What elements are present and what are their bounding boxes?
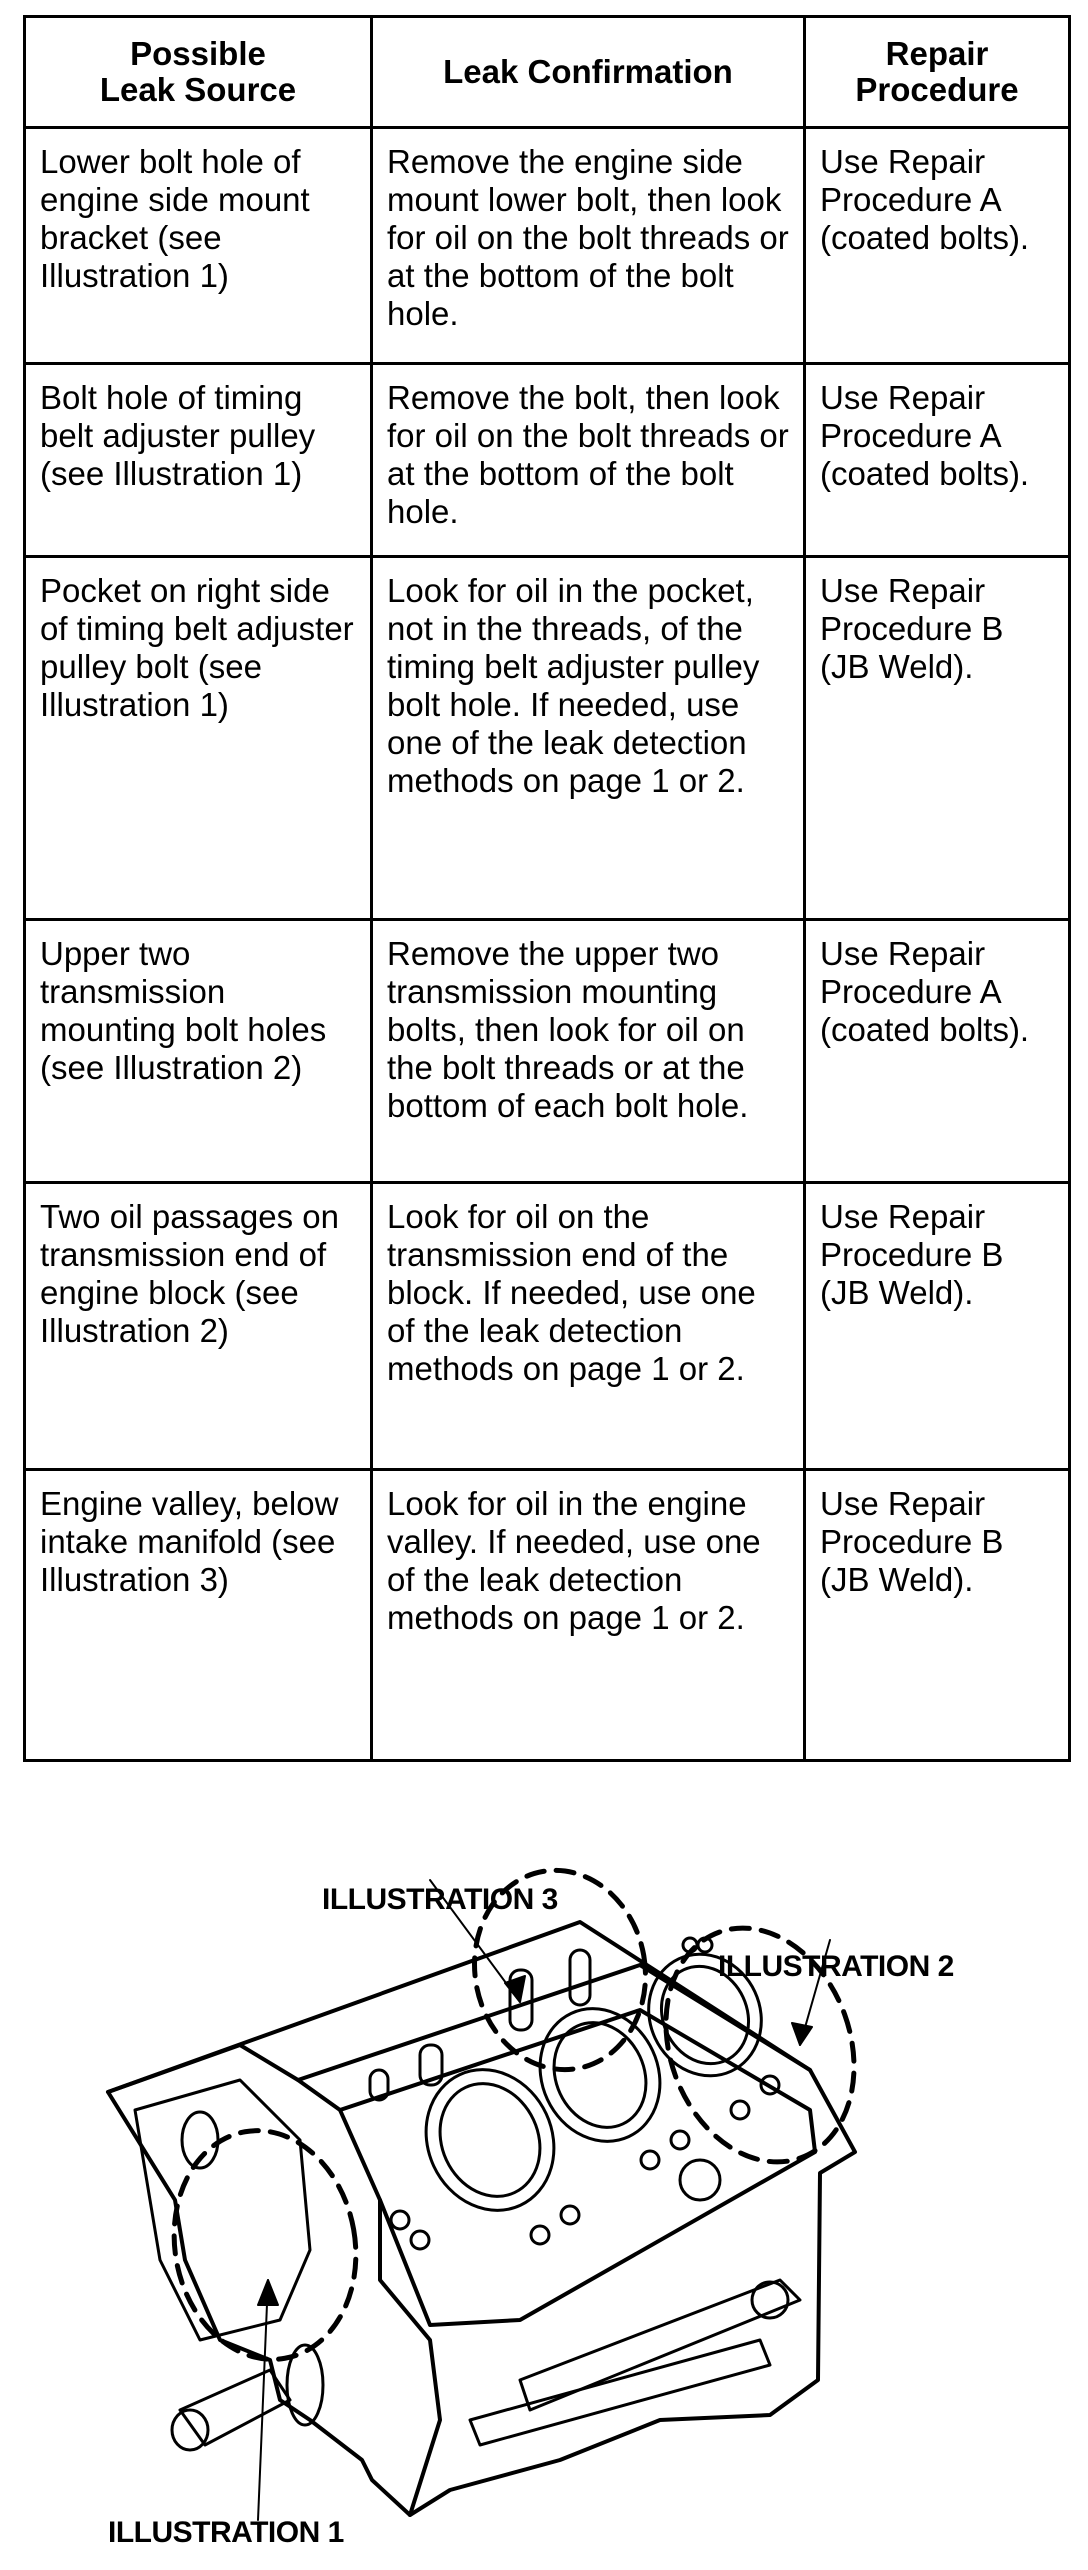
header-repair-procedure bbox=[805, 17, 1070, 128]
cell-leak-confirmation: Remove the engine side mount lower bolt, then look for oil on the bolt threads or at the bottom of the bolt hole. bbox=[372, 128, 805, 364]
cell-leak-source: Engine valley, below intake manifold (see Illustration 3) bbox=[25, 1470, 372, 1761]
table-row bbox=[25, 364, 1070, 557]
cell-leak-source: Lower bolt hole of engine side mount bracket (see Illustration 1) bbox=[25, 128, 372, 364]
cell-leak-confirmation: Look for oil on the transmission end of the block. If needed, use one of the leak detection methods on page 1 or 2. bbox=[372, 1183, 805, 1470]
cell-repair-procedure: Use Repair Procedure B (JB Weld). bbox=[805, 1470, 1070, 1761]
illustration-2-label: ILLUSTRATION 2 bbox=[718, 1950, 954, 1983]
header-line: Repair bbox=[885, 35, 989, 72]
cell-leak-source: Two oil passages on transmission end of engine block (see Illustration 2) bbox=[25, 1183, 372, 1470]
cell-leak-confirmation: Remove the bolt, then look for oil on the bolt threads or at the bottom of the bolt hole. bbox=[372, 364, 805, 557]
cell-leak-source: Bolt hole of timing belt adjuster pulley (see Illustration 1) bbox=[25, 364, 372, 557]
cell-leak-confirmation: Look for oil in the engine valley. If needed, use one of the leak detection methods on page 1 or 2. bbox=[372, 1470, 805, 1761]
header-line: Procedure bbox=[855, 71, 1019, 108]
cell-leak-source: Pocket on right side of timing belt adjuster pulley bolt (see Illustration 1) bbox=[25, 557, 372, 920]
illustration-3-label: ILLUSTRATION 3 bbox=[322, 1883, 558, 1916]
illustration-1-label: ILLUSTRATION 1 bbox=[108, 2516, 344, 2549]
cell-repair-procedure: Use Repair Procedure A (coated bolts). bbox=[805, 128, 1070, 364]
table-row bbox=[25, 1470, 1070, 1761]
cell-leak-confirmation: Remove the upper two transmission mounting bolts, then look for oil on the bolt threads or at the bottom of each bolt hole. bbox=[372, 920, 805, 1183]
table-row bbox=[25, 128, 1070, 364]
table-row bbox=[25, 557, 1070, 920]
header-leak-confirmation bbox=[372, 17, 805, 128]
cell-repair-procedure: Use Repair Procedure A (coated bolts). bbox=[805, 364, 1070, 557]
header-line: Possible bbox=[130, 35, 266, 72]
cell-leak-source: Upper two transmission mounting bolt holes (see Illustration 2) bbox=[25, 920, 372, 1183]
engine-block-illustration bbox=[0, 1780, 1088, 2565]
table-row bbox=[25, 920, 1070, 1183]
cell-repair-procedure: Use Repair Procedure B (JB Weld). bbox=[805, 1183, 1070, 1470]
table-row bbox=[25, 1183, 1070, 1470]
table-header-row bbox=[25, 17, 1070, 128]
leak-source-table bbox=[23, 15, 1071, 1762]
header-line: Leak Source bbox=[99, 71, 297, 108]
header-line: Leak Confirmation bbox=[443, 53, 733, 90]
cell-leak-confirmation: Look for oil in the pocket, not in the threads, of the timing belt adjuster pulley bolt hole. If needed, use one of the leak detection methods on page 1 or 2. bbox=[372, 557, 805, 920]
cell-repair-procedure: Use Repair Procedure B (JB Weld). bbox=[805, 557, 1070, 920]
header-possible-leak-source bbox=[25, 17, 372, 128]
engine-block-outline bbox=[108, 1922, 855, 2515]
cell-repair-procedure: Use Repair Procedure A (coated bolts). bbox=[805, 920, 1070, 1183]
